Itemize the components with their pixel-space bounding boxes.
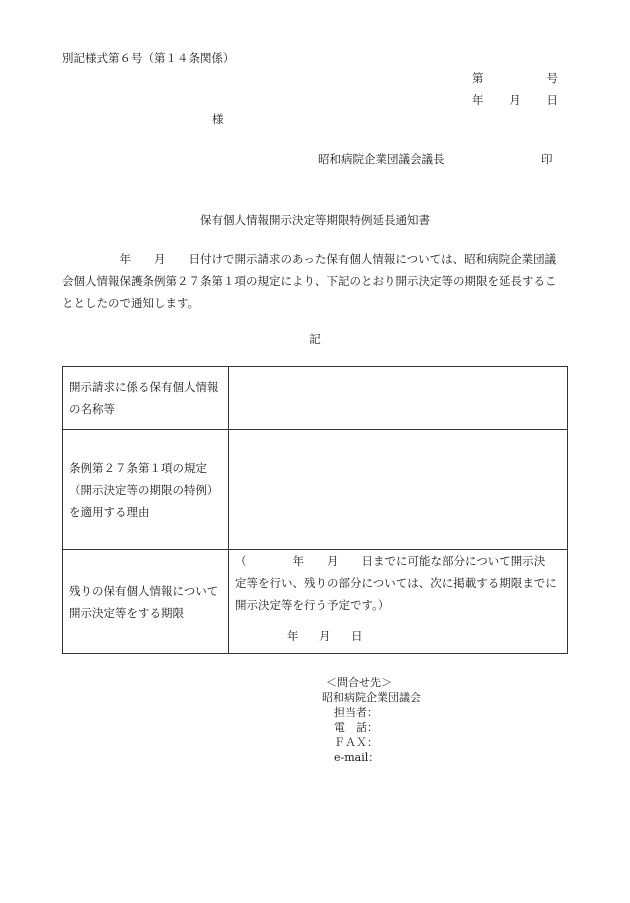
row3-content: [229, 550, 568, 654]
row2-label-line: 条例第２７条第１項の規定: [69, 460, 207, 475]
body-line-1: 年 月 日付けで開示請求のあった保有個人情報については、昭和病院企業団議: [62, 252, 557, 266]
document-title: 保有個人情報開示決定等期限特例延長通知書: [200, 213, 430, 227]
contact-heading: ＜問合せ先＞: [326, 676, 392, 689]
document-date: [472, 92, 558, 108]
contact-person: 担当者：: [334, 706, 378, 719]
row1-content: [229, 367, 568, 430]
row3-year: 年: [287, 629, 299, 643]
date-month: 月: [509, 93, 521, 107]
row1-label-line: の名称等: [69, 402, 115, 416]
seal-mark: 印: [541, 152, 553, 166]
contact-fax: ＦＡＸ：: [334, 736, 378, 749]
table-row: [63, 430, 568, 550]
number-label: 第: [472, 71, 484, 85]
row3-month: 月: [319, 629, 331, 643]
body-text: [62, 248, 570, 314]
row1-label: [63, 367, 229, 430]
row3-note-line: 開示決定等を行う予定です。）: [235, 598, 390, 612]
sender: 昭和病院企業団議会議長: [318, 152, 445, 166]
form-number: 別記様式第６号（第１４条関係）: [62, 51, 235, 65]
body-line-2: 会個人情報保護条例第２７条第１項の規定により、下記のとおり開示決定等の期限を延長するこ: [62, 274, 557, 288]
row1-label-line: 開示請求に係る保有個人情報: [69, 380, 219, 394]
row3-deadline-date: [235, 626, 561, 647]
recipient: 様: [212, 112, 224, 126]
contact-organization: 昭和病院企業団議会: [322, 691, 421, 704]
contact-email: e-mail：: [334, 751, 380, 764]
row2-label-line: （開示決定等の期限の特例）: [69, 482, 219, 497]
row2-label: [63, 430, 229, 550]
row3-note-line: （ 年 月 日までに可能な部分について開示決: [235, 554, 546, 568]
body-line-3: ととしたので通知します。: [62, 296, 200, 310]
table-row: [63, 550, 568, 654]
contact-block: [322, 675, 421, 765]
row3-label-line: 残りの保有個人情報について: [69, 583, 219, 598]
row3-label: [63, 550, 229, 654]
row2-content: [229, 430, 568, 550]
table-row: [63, 367, 568, 430]
date-year: 年: [472, 93, 484, 107]
ki-heading: 記: [309, 332, 321, 346]
contact-phone: 電 話：: [334, 721, 378, 734]
document-number: [472, 70, 558, 86]
date-day: 日: [546, 93, 558, 107]
row3-day: 日: [351, 629, 363, 643]
row3-label-line: 開示決定等をする期限: [69, 605, 184, 620]
row3-note-line: 定等を行い、残りの部分については、次に掲載する期限までに: [235, 576, 557, 590]
info-table: [62, 366, 568, 654]
row2-label-line: を適用する理由: [69, 504, 150, 519]
number-suffix: 号: [546, 71, 558, 85]
